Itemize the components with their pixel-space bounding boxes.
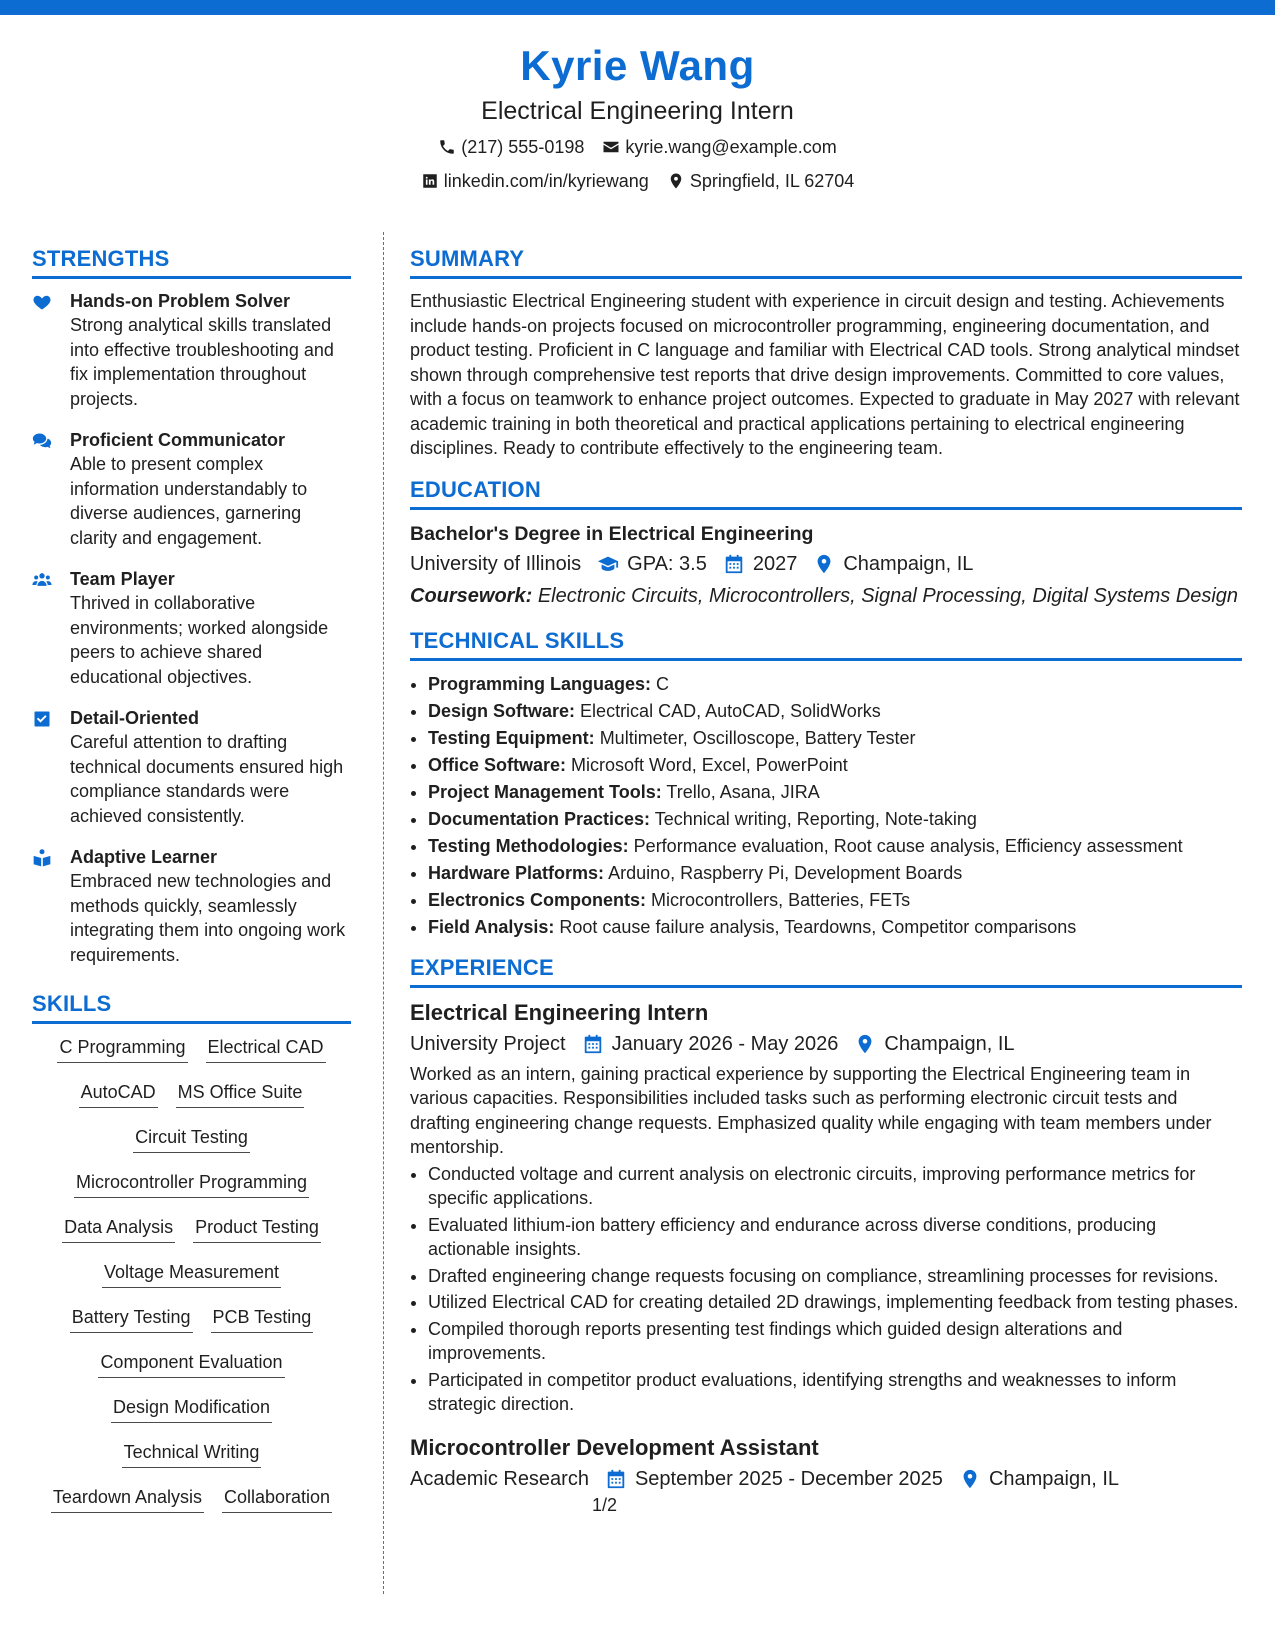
graduation-cap-icon [597,553,619,575]
linkedin-icon [421,172,439,190]
candidate-title: Electrical Engineering Intern [481,97,794,125]
phone-text: (217) 555-0198 [461,137,585,157]
strength-item [32,567,351,689]
list-item: • Compiled thorough reports presenting test findings which guided design alterations and improvements. [428,1317,1242,1366]
skill-category: Testing Equipment: [428,727,595,748]
technical-skills-list [410,671,1242,941]
map-pin-icon [854,1033,876,1055]
list-item [428,725,1242,752]
strength-item [32,706,351,828]
skill-values: Microsoft Word, Excel, PowerPoint [571,754,848,775]
skill-tag: C Programming [57,1034,187,1063]
skill-category: Hardware Platforms: [428,862,605,883]
strength-description: Able to present complex information understandably to diverse audiences, garnering clarity and engagement. [70,454,308,548]
skill-category: Documentation Practices: [428,808,651,829]
job-meta [410,1463,1242,1495]
skill-tag: Technical Writing [122,1439,262,1468]
strength-title: Proficient Communicator [70,430,286,450]
strength-item [32,845,351,967]
skill-tag: AutoCAD [79,1079,158,1108]
skill-tag: Teardown Analysis [51,1484,204,1513]
skill-category: Testing Methodologies: [428,835,629,856]
check-square-icon [32,709,52,729]
experience-entry [410,1433,1242,1495]
list-item [428,671,1242,698]
education-heading: EDUCATION [410,475,1242,510]
list-item [428,806,1242,833]
skill-tag: PCB Testing [211,1304,314,1333]
location-text: Springfield, IL 62704 [689,171,855,191]
skill-values: Microcontrollers, Batteries, FETs [651,889,911,910]
top-accent-bar [0,0,1275,15]
degree-title: Bachelor's Degree in Electrical Engineering [410,522,814,545]
skill-tag: Circuit Testing [133,1124,250,1153]
graduation-year: 2027 [752,552,798,575]
job-description: Worked as an intern, gaining practical experience by supporting the Electrical Engineering team in various capacities. Responsibilities included tasks such as performing electronic circuit tests and drafting engineering change requests. Emphasized quality while engaging with team members under mentorship. [410,1063,1212,1157]
location-contact [667,166,854,196]
right-column [410,244,1242,1495]
email-contact[interactable] [602,132,836,162]
technical-skills-heading: TECHNICAL SKILLS [410,626,1242,661]
education-meta [410,548,1242,580]
job-title: Electrical Engineering Intern [410,999,709,1025]
skill-category: Electronics Components: [428,889,647,910]
comments-icon [32,431,52,451]
calendar-icon [582,1033,604,1055]
skill-category: Project Management Tools: [428,781,662,802]
coursework-label: Coursework: [410,584,533,607]
job-dates: January 2026 - May 2026 [611,1032,839,1055]
skill-values: Arduino, Raspberry Pi, Development Boards [608,862,963,883]
strengths-heading: STRENGTHS [32,244,351,279]
skill-category: Programming Languages: [428,673,652,694]
list-item: • Drafted engineering change requests focusing on compliance, streamlining processes for revisions. [428,1264,1242,1289]
skill-category: Design Software: [428,700,576,721]
job-meta [410,1028,1242,1060]
strength-description: Careful attention to drafting technical documents ensured high compliance standards were achieved consistently. [70,732,344,826]
email-text: kyrie.wang@example.com [625,137,837,157]
skill-tag: Collaboration [222,1484,332,1513]
book-reader-icon [32,848,52,868]
list-item [428,779,1242,806]
skill-tag: Battery Testing [70,1304,193,1333]
map-pin-icon [959,1468,981,1490]
left-column [32,244,351,1529]
column-divider [383,232,384,1594]
users-icon [32,570,52,590]
skill-tag: Voltage Measurement [102,1259,281,1288]
skill-values: C [656,673,670,694]
strength-title: Team Player [70,569,175,589]
list-item [428,887,1242,914]
list-item [428,698,1242,725]
job-organization: University Project [410,1032,566,1055]
linkedin-contact[interactable] [421,166,649,196]
job-bullets [410,1162,1242,1417]
job-organization: Academic Research [410,1467,589,1490]
skill-values: Technical writing, Reporting, Note-taking [654,808,977,829]
resume-header [0,40,1275,196]
strength-item [32,289,351,411]
strength-description: Strong analytical skills translated into effective troubleshooting and fix implementation throughout projects. [70,315,334,409]
calendar-icon [723,553,745,575]
envelope-icon [602,138,620,156]
skill-category: Office Software: [428,754,567,775]
list-item: • Evaluated lithium-ion battery efficiency and endurance across diverse conditions, producing actionable insights. [428,1213,1242,1262]
skill-tag: Component Evaluation [98,1349,284,1378]
list-item [428,833,1242,860]
school-name: University of Illinois [410,552,582,575]
experience-entry [410,998,1242,1417]
linkedin-text: linkedin.com/in/kyriewang [443,171,649,191]
list-item [428,914,1242,941]
experience-heading: EXPERIENCE [410,953,1242,988]
education-location: Champaign, IL [843,552,974,575]
contact-row-1 [0,132,1275,162]
contact-row-2 [0,166,1275,196]
summary-heading: SUMMARY [410,244,1242,279]
skill-tag: Microcontroller Programming [74,1169,309,1198]
skill-tag: Electrical CAD [206,1034,326,1063]
calendar-icon [605,1468,627,1490]
skill-values: Root cause failure analysis, Teardowns, Competitor comparisons [559,916,1077,937]
list-item [428,860,1242,887]
coursework-list: Electronic Circuits, Microcontrollers, Signal Processing, Digital Systems Design [537,584,1239,607]
job-dates: September 2025 - December 2025 [634,1467,943,1490]
skill-tag: Data Analysis [62,1214,175,1243]
skill-values: Electrical CAD, AutoCAD, SolidWorks [580,700,881,721]
coursework [410,584,1242,608]
job-location: Champaign, IL [988,1467,1120,1490]
skill-category: Field Analysis: [428,916,555,937]
phone-contact [438,132,584,162]
strength-description: Embraced new technologies and methods quickly, seamlessly integrating them into ongoing work requirements. [70,871,346,965]
gpa-text: GPA: 3.5 [627,552,707,575]
strength-title: Hands-on Problem Solver [70,291,291,311]
skill-values: Trello, Asana, JIRA [666,781,820,802]
phone-icon [438,138,456,156]
page-number: 1/2 [592,1495,618,1515]
map-pin-icon [667,172,685,190]
skills-heading: SKILLS [32,989,351,1024]
strength-description: Thrived in collaborative environments; worked alongside peers to achieve shared educational objectives. [70,593,329,687]
map-pin-icon [813,553,835,575]
list-item: • Participated in competitor product evaluations, identifying strengths and weaknesses to inform strategic direction. [428,1368,1242,1417]
job-location: Champaign, IL [884,1032,1015,1055]
strength-title: Adaptive Learner [70,847,218,867]
skills-list [32,1034,351,1529]
list-item: • Utilized Electrical CAD for creating detailed 2D drawings, implementing feedback from testing phases. [428,1290,1242,1315]
heart-icon [32,292,52,312]
skill-tag: Design Modification [111,1394,272,1423]
job-title: Microcontroller Development Assistant [410,1434,819,1460]
skill-tag: MS Office Suite [176,1079,305,1108]
strength-item [32,428,351,550]
candidate-name: Kyrie Wang [520,42,755,89]
skill-values: Performance evaluation, Root cause analysis, Efficiency assessment [633,835,1183,856]
strength-title: Detail-Oriented [70,708,200,728]
list-item [428,752,1242,779]
summary-text: Enthusiastic Electrical Engineering student with experience in circuit design and testing. Achievements include hands-on projects focused on microcontroller programming, engineering documentation, and product testing. Proficient in C language and familiar with Electrical CAD tools. Strong analytical mindset shown through comprehensive test reports that drive design improvements. Committed to core values, with a focus on teamwork to enhance project outcomes. Expected to graduate in May 2027 with relevant academic training in both theoretical and practical applications pertaining to electrical engineering disciplines. Ready to contribute effectively to the engineering team. [410,291,1240,458]
skill-values: Multimeter, Oscilloscope, Battery Tester [599,727,916,748]
skill-tag: Product Testing [193,1214,321,1243]
list-item: • Conducted voltage and current analysis on electronic circuits, improving performance metrics for specific applications. [428,1162,1242,1211]
